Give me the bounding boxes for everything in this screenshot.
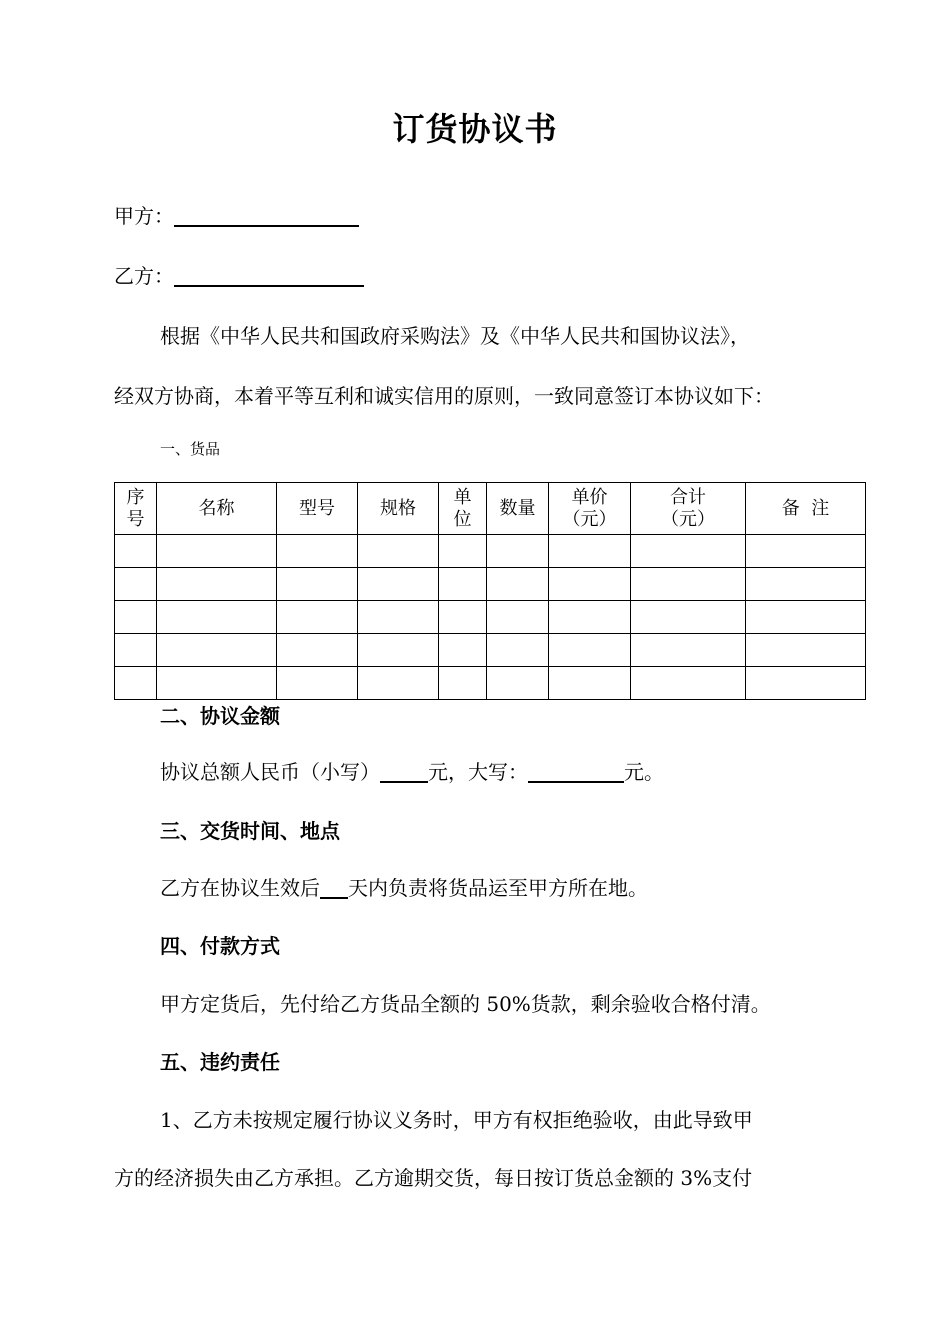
- table-cell[interactable]: [358, 535, 439, 568]
- table-row: [115, 568, 866, 601]
- section5-title: 五、违约责任: [160, 1050, 280, 1074]
- table-row: [115, 601, 866, 634]
- table-cell[interactable]: [358, 667, 439, 700]
- amount-lowercase-blank[interactable]: [380, 761, 428, 783]
- table-cell[interactable]: [549, 634, 631, 667]
- section3-title: 三、交货时间、地点: [160, 819, 340, 843]
- amount-uppercase-blank[interactable]: [528, 761, 624, 783]
- document-title: 订货协议书: [392, 110, 558, 148]
- table-cell[interactable]: [746, 568, 866, 601]
- table-cell[interactable]: [487, 601, 549, 634]
- table-cell[interactable]: [115, 568, 157, 601]
- party-b-blank[interactable]: [174, 265, 364, 287]
- table-cell[interactable]: [549, 601, 631, 634]
- table-cell[interactable]: [549, 667, 631, 700]
- header-cell-model: 型号: [277, 483, 358, 535]
- header-cell-spec: 规格: [358, 483, 439, 535]
- table-cell[interactable]: [157, 601, 277, 634]
- header-cell-quantity: 数量: [487, 483, 549, 535]
- header-cell-unit: 单 位: [439, 483, 487, 535]
- table-cell[interactable]: [358, 634, 439, 667]
- table-cell[interactable]: [157, 568, 277, 601]
- table-cell[interactable]: [439, 634, 487, 667]
- intro-line-2: 经双方协商，本着平等互利和诚实信用的原则，一致同意签订本协议如下：: [114, 384, 774, 408]
- table-cell[interactable]: [631, 535, 746, 568]
- table-cell[interactable]: [746, 667, 866, 700]
- section1-title: 一、货品: [160, 440, 221, 458]
- header-cell-name: 名称: [157, 483, 277, 535]
- section3-text: 乙方在协议生效后 天内负责将货品运至甲方所在地。: [160, 876, 648, 900]
- table-header-row: [115, 483, 866, 535]
- table-cell[interactable]: [439, 667, 487, 700]
- table-row: [115, 634, 866, 667]
- table-cell[interactable]: [439, 535, 487, 568]
- intro-line-1: 根据《中华人民共和国政府采购法》及《中华人民共和国协议法》，: [160, 324, 750, 348]
- table-cell[interactable]: [277, 667, 358, 700]
- party-a-line: [114, 200, 359, 229]
- table-cell[interactable]: [277, 568, 358, 601]
- table-cell[interactable]: [549, 535, 631, 568]
- section4-title: 四、付款方式: [160, 934, 280, 958]
- table-cell[interactable]: [631, 634, 746, 667]
- table-cell[interactable]: [631, 601, 746, 634]
- party-a-blank[interactable]: [174, 205, 359, 227]
- table-cell[interactable]: [631, 667, 746, 700]
- table-cell[interactable]: [157, 667, 277, 700]
- table-cell[interactable]: [277, 634, 358, 667]
- table-cell[interactable]: [746, 601, 866, 634]
- section5-line-1: 1、乙方未按规定履行协议义务时，甲方有权拒绝验收，由此导致甲: [160, 1108, 753, 1132]
- table-cell[interactable]: [358, 601, 439, 634]
- table-cell[interactable]: [115, 667, 157, 700]
- section4-text: 甲方定货后，先付给乙方货品全额的 50%货款，剩余验收合格付清。: [160, 992, 771, 1016]
- party-b-label: 乙方：: [114, 264, 174, 288]
- table-cell[interactable]: [157, 535, 277, 568]
- table-row: [115, 535, 866, 568]
- table-cell[interactable]: [115, 634, 157, 667]
- section2-title: 二、协议金额: [160, 704, 280, 728]
- table-row: [115, 667, 866, 700]
- table-cell[interactable]: [115, 535, 157, 568]
- header-cell-index: 序 号: [115, 483, 157, 535]
- table-cell[interactable]: [631, 568, 746, 601]
- party-a-label: 甲方：: [114, 204, 174, 228]
- header-cell-total: 合计 （元）: [631, 483, 746, 535]
- header-cell-unit-price: 单价 （元）: [549, 483, 631, 535]
- table-cell[interactable]: [487, 568, 549, 601]
- table-cell[interactable]: [746, 535, 866, 568]
- table-cell[interactable]: [157, 634, 277, 667]
- table-cell[interactable]: [277, 601, 358, 634]
- section2-text: 协议总额人民币（小写） 元，大写： 元。: [160, 760, 664, 784]
- goods-table: [114, 482, 866, 700]
- table-cell[interactable]: [487, 535, 549, 568]
- table-cell[interactable]: [746, 634, 866, 667]
- table-cell[interactable]: [487, 634, 549, 667]
- table-cell[interactable]: [549, 568, 631, 601]
- table-cell[interactable]: [439, 568, 487, 601]
- table-cell[interactable]: [277, 535, 358, 568]
- section5-line-2: 方的经济损失由乙方承担。乙方逾期交货，每日按订货总金额的 3%支付: [114, 1166, 753, 1190]
- table-cell[interactable]: [115, 601, 157, 634]
- party-b-line: [114, 260, 364, 289]
- header-cell-remarks: 备 注: [746, 483, 866, 535]
- delivery-days-blank[interactable]: [320, 877, 348, 899]
- table-cell[interactable]: [487, 667, 549, 700]
- table-cell[interactable]: [439, 601, 487, 634]
- table-cell[interactable]: [358, 568, 439, 601]
